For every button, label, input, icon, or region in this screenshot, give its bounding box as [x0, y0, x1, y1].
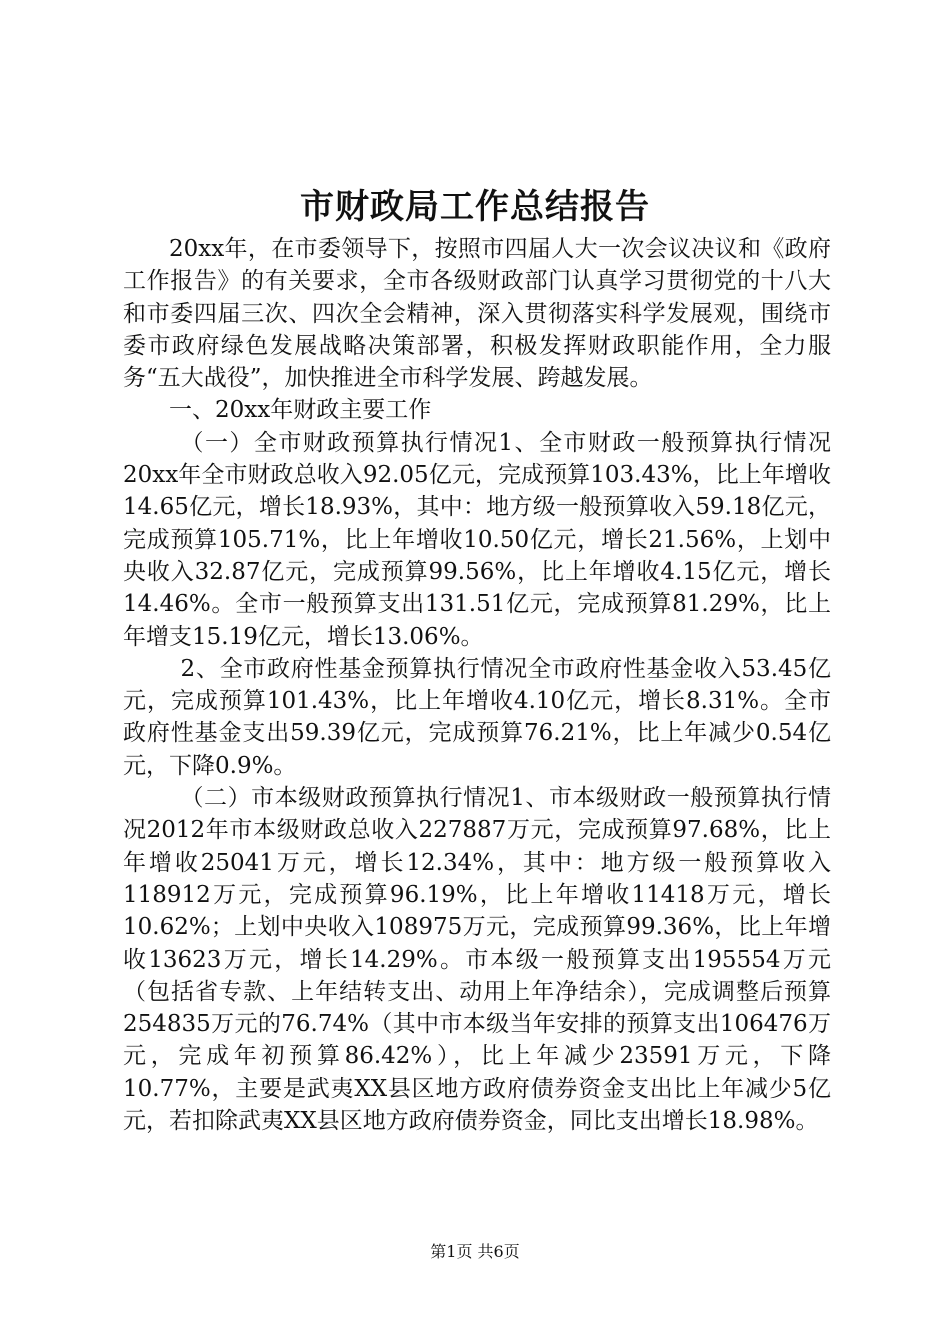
- municipal-budget-paragraph: （二）市本级财政预算执行情况1、市本级财政一般预算执行情况2012年市本级财政总收入227887万元，完成预算97.68%，比上年增收25041万元，增长12.34%，其中：地方级一般预算收入118912万元，完成预算96.19%，比上年增收11418万元，增长10.62%；上划中央收入108975万元，完成预算99.36%，比上年增收13623万元，增长14.29%。市本级一般预算支出195554万元（包括省专款、上年结转支出、动用上年净结余），完成调整后预算254835万元的76.74%（其中市本级当年安排的预算支出106476万元，完成年初预算86.42%），比上年减少23591万元，下降10.77%，主要是武夷XX县区地方政府债券资金支出比上年减少5亿元，若扣除武夷XX县区地方政府债券资金，同比支出增长18.98%。: [123, 785, 831, 1135]
- intro-paragraph: 20xx年，在市委领导下，按照市四届人大一次会议决议和《政府工作报告》的有关要求，全市各级财政部门认真学习贯彻党的十八大和市委四届三次、四次全会精神，深入贯彻落实科学发展观，围绕市委市政府绿色发展战略决策部署，积极发挥财政职能作用，全力服务“五大战役”，加快推进全市科学发展、跨越发展。: [123, 236, 831, 392]
- document-body: [123, 233, 831, 1137]
- city-budget-paragraph: （一）全市财政预算执行情况1、全市财政一般预算执行情况20xx年全市财政总收入92.05亿元，完成预算103.43%，比上年增收14.65亿元，增长18.93%，其中：地方级一般预算收入59.18亿元，完成预算105.71%，比上年增收10.50亿元，增长21.56%，上划中央收入32.87亿元，完成预算99.56%，比上年增收4.15亿元，增长14.46%。全市一般预算支出131.51亿元，完成预算81.29%，比上年增支15.19亿元，增长13.06%。: [123, 429, 831, 650]
- section-heading: 一、20xx年财政主要工作: [169, 397, 432, 424]
- document-title: 市财政局工作总结报告: [300, 187, 650, 227]
- government-fund-paragraph: 2、全市政府性基金预算执行情况全市政府性基金收入53.45亿元，完成预算101.43%，比上年增收4.10亿元，增长8.31%。全市政府性基金支出59.39亿元，完成预算76.21%，比上年减少0.54亿元，下降0.9%。: [123, 655, 831, 779]
- page-footer: 第1页 共6页: [430, 1242, 520, 1261]
